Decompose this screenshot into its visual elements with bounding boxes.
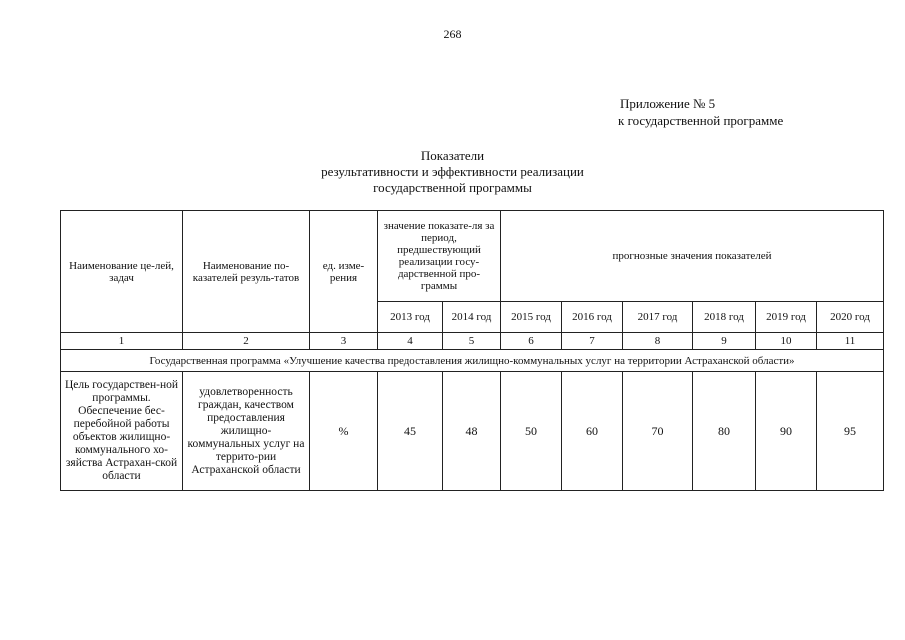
value-cell: 70 [623, 372, 693, 491]
page-number: 268 [443, 27, 462, 41]
value-cell: 45 [378, 372, 443, 491]
value-cell: 60 [562, 372, 623, 491]
column-number: 1 [61, 333, 183, 350]
column-number: 2 [183, 333, 310, 350]
indicator-cell: удовлетворенность граждан, качеством предоставления жилищно-коммунальных услуг на террито-рии Астраханской области [183, 372, 310, 491]
header-forecast: прогнозные значения показателей [501, 211, 884, 302]
value-cell: 50 [501, 372, 562, 491]
column-number: 3 [310, 333, 378, 350]
header-year: 2015 год [501, 302, 562, 333]
program-row: Государственная программа «Улучшение качества предоставления жилищно-коммунальных услуг на территории Астраханской области» [61, 350, 884, 372]
column-number: 4 [378, 333, 443, 350]
value-cell: 48 [443, 372, 501, 491]
header-year: 2019 год [756, 302, 817, 333]
header-unit: ед. изме-рения [310, 211, 378, 333]
goal-cell: Цель государствен-ной программы. Обеспечение бес-перебойной работы объектов жилищно-коммунального хо-зяйства Астрахан-ской области [61, 372, 183, 491]
header-year: 2020 год [817, 302, 884, 333]
value-cell: 90 [756, 372, 817, 491]
appendix-note [620, 95, 783, 129]
column-number: 9 [693, 333, 756, 350]
value-cell: 95 [817, 372, 884, 491]
column-number: 6 [501, 333, 562, 350]
header-year: 2013 год [378, 302, 443, 333]
column-number: 8 [623, 333, 693, 350]
title-line-3: государственной программы [373, 180, 532, 195]
header-year: 2014 год [443, 302, 501, 333]
header-year: 2017 год [623, 302, 693, 333]
appendix-line-2: к государственной программе [618, 113, 784, 128]
unit-cell: % [310, 372, 378, 491]
header-year: 2018 год [693, 302, 756, 333]
column-number: 5 [443, 333, 501, 350]
column-number: 7 [562, 333, 623, 350]
value-cell: 80 [693, 372, 756, 491]
title-line-1: Показатели [420, 148, 485, 163]
column-number: 10 [756, 333, 817, 350]
header-goals: Наименование це-лей, задач [61, 211, 183, 333]
title-line-2: результативности и эффективности реализации [321, 164, 584, 179]
indicators-table [60, 210, 884, 491]
column-number: 11 [817, 333, 884, 350]
header-indicators: Наименование по-казателей резуль-татов [183, 211, 310, 333]
header-year: 2016 год [562, 302, 623, 333]
appendix-line-1: Приложение № 5 [620, 96, 716, 111]
header-previous-period: значение показате-ля за период, предшествующий реализации госу-дарственной про-граммы [378, 211, 501, 302]
document-title [0, 148, 905, 196]
